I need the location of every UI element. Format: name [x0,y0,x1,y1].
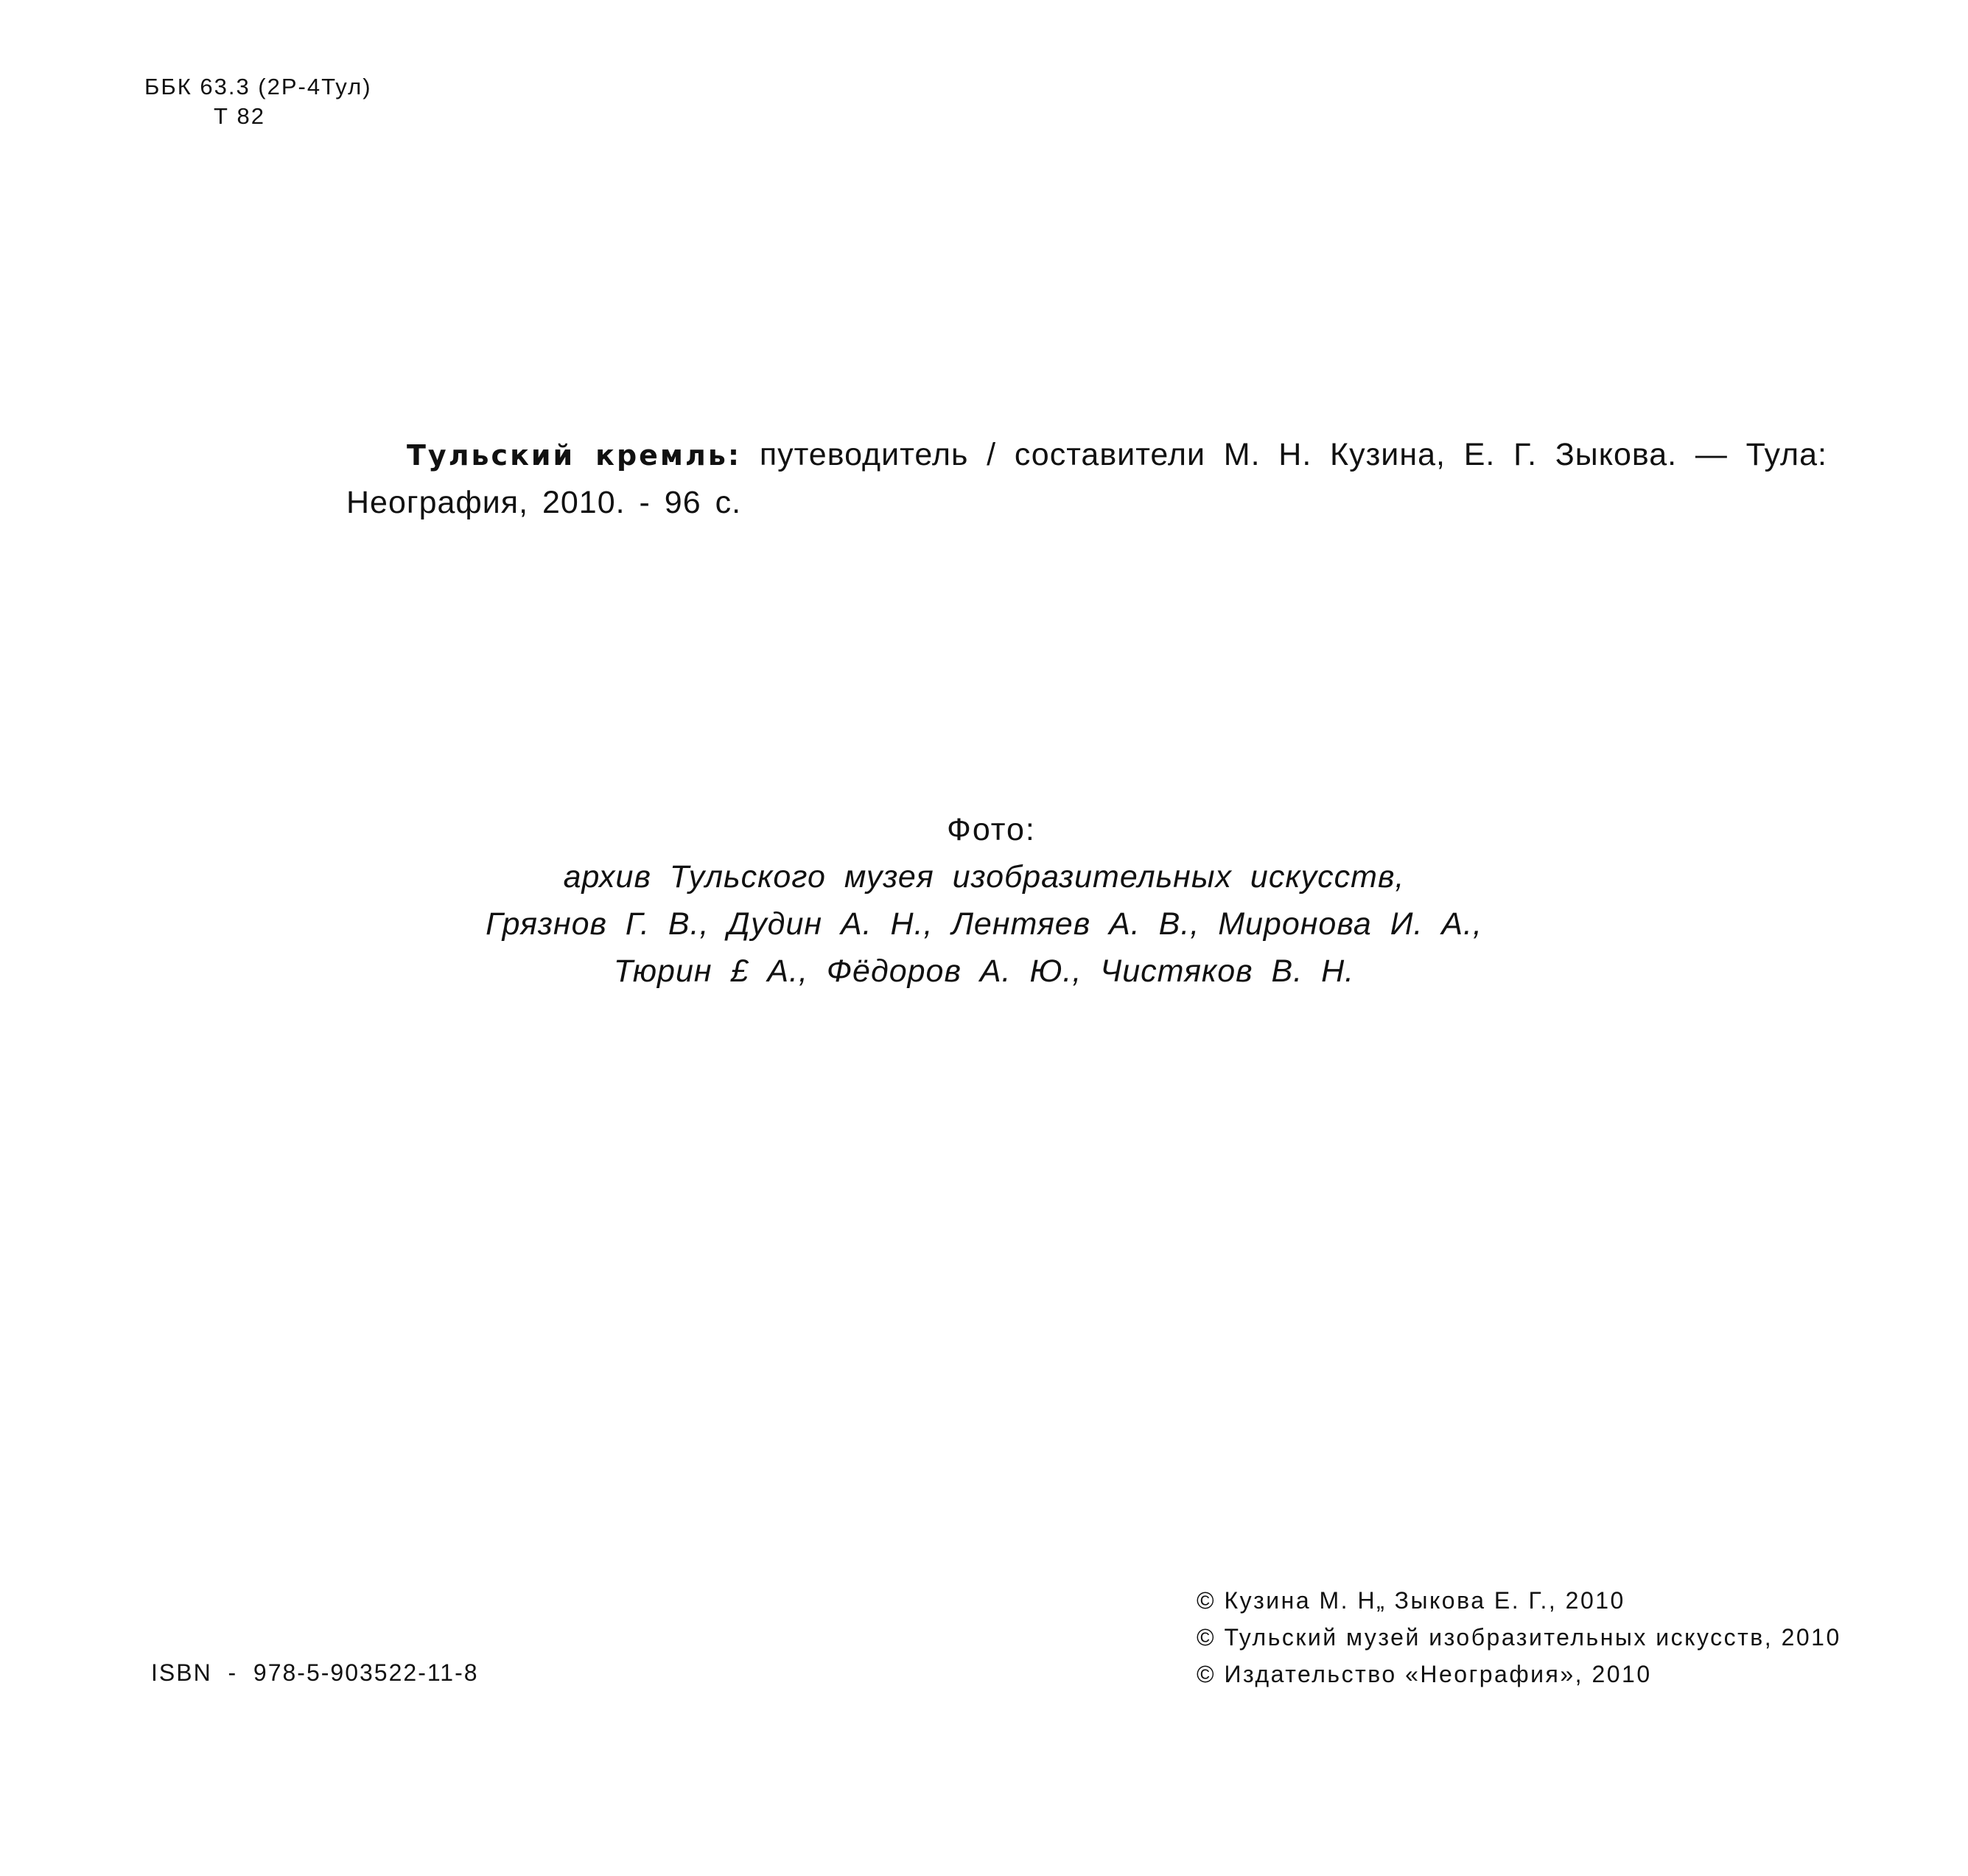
copyright-line: © Тульский музей изобразительных искусств, 2010 [1197,1624,1841,1651]
photo-credit-line: архив Тульского музея изобразительных искусств, [563,859,1405,895]
book-title: Тульский кремль: [407,439,742,472]
photo-credits-heading: Фото: [947,812,1036,847]
bbk-classification [144,72,372,131]
bbk-code: ББК 63.3 (2Р-4Тул) [144,74,372,99]
copyright-line: © Кузина М. Н„ Зыкова Е. Г., 2010 [1197,1587,1625,1614]
photo-credits [0,806,1968,995]
bibliographic-description: путеводитель / составители М. Н. Кузина, Е. Г. Зыкова. — Тула: Неография, 2010. - 96 с. [346,437,1827,520]
author-mark: Т 82 [214,103,266,129]
photo-credit-line: Грязнов Г. В., Дудин А. Н., Лентяев А. В., Миронова И. А., [486,906,1482,942]
copyright-line: © Издательство «Неография», 2010 [1197,1661,1652,1687]
photo-credit-line: Тюрин £ А., Фёдоров А. Ю., Чистяков В. Н. [613,953,1355,989]
copyright-block [1197,1582,1841,1693]
isbn: ISBN - 978-5-903522-11-8 [151,1659,479,1686]
bibliographic-record [346,431,1827,526]
